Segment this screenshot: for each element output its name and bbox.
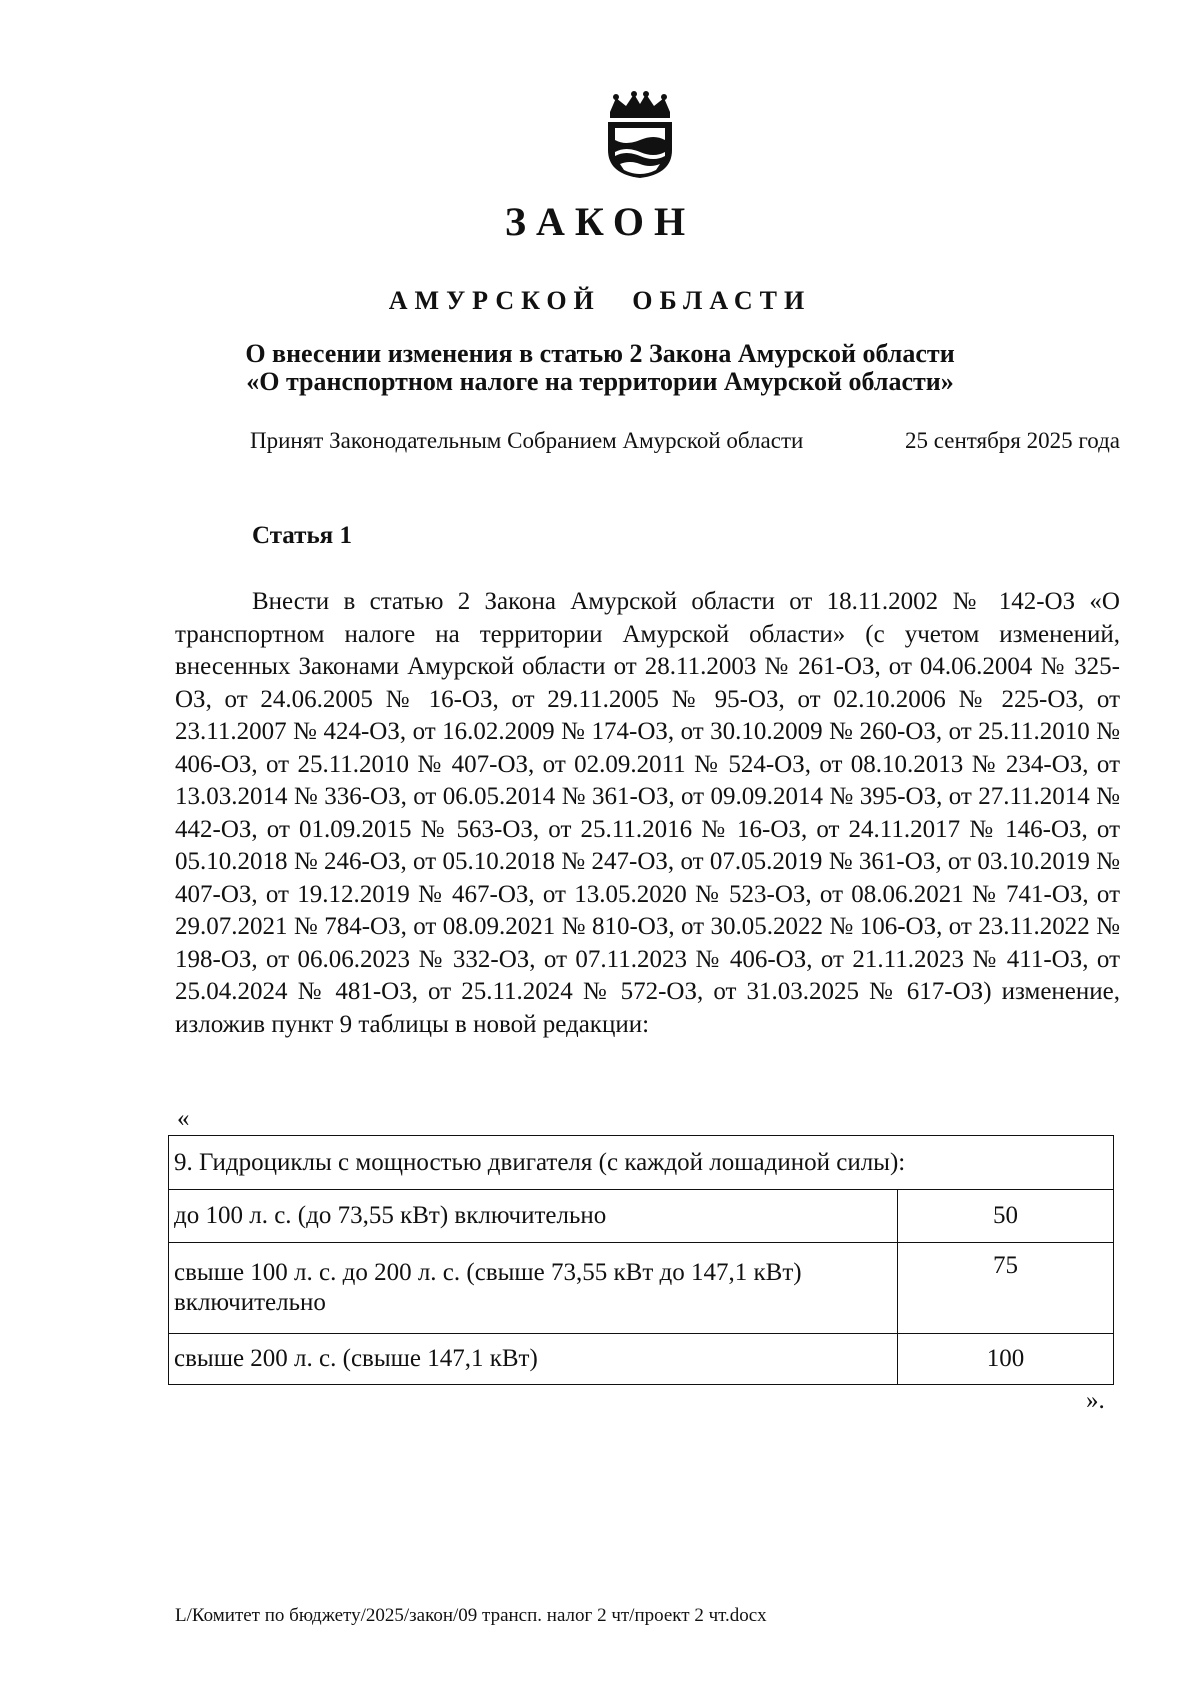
table-row-label: до 100 л. с. (до 73,55 кВт) включительно (169, 1190, 898, 1243)
law-heading-line-1: О внесении изменения в статью 2 Закона Амурской области (245, 339, 955, 368)
table-row-rate: 50 (898, 1190, 1114, 1243)
law-heading (0, 340, 1200, 396)
table-row-label: свыше 200 л. с. (свыше 147,1 кВт) (169, 1334, 898, 1385)
opening-quote: « (177, 1105, 190, 1132)
footer-file-path: L/Комитет по бюджету/2025/закон/09 трансп. налог 2 чт/проект 2 чт.docx (175, 1605, 767, 1626)
table-row-label: свыше 100 л. с. до 200 л. с. (свыше 73,55 кВт до 147,1 кВт) включительно (169, 1243, 898, 1334)
table-row (169, 1334, 1114, 1385)
adopted-by: Принят Законодательным Собранием Амурской области (250, 428, 804, 453)
adoption-date: 25 сентября 2025 года (905, 428, 1120, 453)
table-row (169, 1190, 1114, 1243)
table-row-rate: 75 (898, 1243, 1114, 1334)
tax-rate-table (168, 1135, 1114, 1385)
table-header-row (169, 1136, 1114, 1190)
amur-oblast-coat-of-arms-icon (602, 90, 678, 180)
article-title: Статья 1 (252, 522, 352, 549)
table-row (169, 1243, 1114, 1334)
document-title: ЗАКОН (504, 199, 696, 244)
table-header-cell: 9. Гидроциклы с мощностью двигателя (с каждой лошадиной силы): (169, 1136, 1114, 1190)
adoption-line (250, 428, 1120, 454)
table-row-rate: 100 (898, 1334, 1114, 1385)
document-subtitle: АМУРСКОЙ ОБЛАСТИ (388, 286, 812, 315)
closing-quote: ». (1086, 1387, 1105, 1414)
law-heading-line-2: «О транспортном налоге на территории Амурской области» (246, 367, 954, 396)
article-text: Внести в статью 2 Закона Амурской области от 18.11.2002 № 142-ОЗ «О транспортном налоге на территории Амурской области» (с учетом изменений, внесенных Законами Амурской области от 28.11.2003 № 261-ОЗ, от 04.06.2004 № 325-ОЗ, от 24.06.2005 № 16-ОЗ, от 29.11.2005 № 95-ОЗ, от 02.10.2006 № 225-ОЗ, от 23.11.2007 № 424-ОЗ, от 16.02.2009 № 174-ОЗ, от 30.10.2009 № 260-ОЗ, от 25.11.2010 № 406-ОЗ, от 25.11.2010 № 407-ОЗ, от 02.09.2011 № 524-ОЗ, от 08.10.2013 № 234-ОЗ, от 13.03.2014 № 336-ОЗ, от 06.05.2014 № 361-ОЗ, от 09.09.2014 № 395-ОЗ, от 27.11.2014 № 442-ОЗ, от 01.09.2015 № 563-ОЗ, от 25.11.2016 № 16-ОЗ, от 24.11.2017 № 146-ОЗ, от 05.10.2018 № 246-ОЗ, от 05.10.2018 № 247-ОЗ, от 07.05.2019 № 361-ОЗ, от 03.10.2019 № 407-ОЗ, от 19.12.2019 № 467-ОЗ, от 13.05.2020 № 523-ОЗ, от 08.06.2021 № 741-ОЗ, от 29.07.2021 № 784-ОЗ, от 08.09.2021 № 810-ОЗ, от 30.05.2022 № 106-ОЗ, от 23.11.2022 № 198-ОЗ, от 06.06.2023 № 332-ОЗ, от 07.11.2023 № 406-ОЗ, от 21.11.2023 № 411-ОЗ, от 25.04.2024 № 481-ОЗ, от 25.11.2024 № 572-ОЗ, от 31.03.2025 № 617-ОЗ) изменение, изложив пункт 9 таблицы в новой редакции: (175, 588, 1120, 1038)
